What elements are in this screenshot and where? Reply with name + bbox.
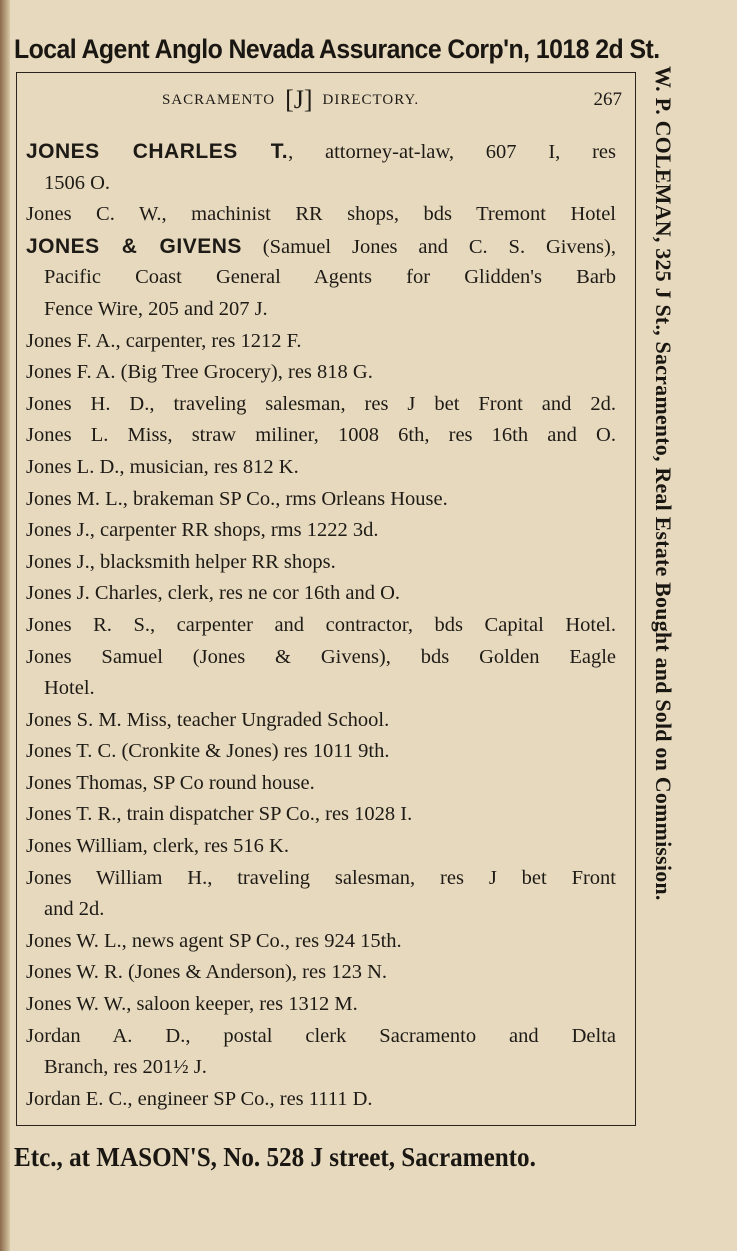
entry-line: and 2d. bbox=[44, 898, 105, 921]
entry-line: Jones M. L., brakeman SP Co., rms Orleans House. bbox=[26, 487, 448, 510]
bottom-advertisement: Etc., at MASON'S, No. 528 J street, Sacramento. bbox=[14, 1142, 536, 1172]
entry-line: Jones W. L., news agent SP Co., res 924 15th. bbox=[26, 929, 402, 952]
entry-line: Jordan E. C., engineer SP Co., res 1111 D. bbox=[26, 1087, 373, 1110]
side-advertisement: W. P. COLEMAN, 325 J St., Sacramento, Real Estate Bought and Sold on Commission. bbox=[651, 66, 676, 901]
directory-entries bbox=[26, 136, 626, 1115]
top-advertisement: Local Agent Anglo Nevada Assurance Corp'n, 1018 2d St. bbox=[14, 34, 660, 64]
header-label: DIRECTORY. bbox=[322, 91, 420, 108]
header-city: SACRAMENTO bbox=[162, 91, 276, 108]
entry-line bbox=[26, 231, 616, 263]
entry-line: Jones Samuel (Jones & Givens), bds Golden Eagle bbox=[26, 645, 616, 668]
entry-line bbox=[26, 136, 616, 168]
entry-line: Jones William H., traveling salesman, res J bet Front bbox=[26, 866, 616, 889]
entry-line: 1506 O. bbox=[44, 171, 111, 194]
entry-line: Jones William, clerk, res 516 K. bbox=[26, 835, 289, 858]
page-header bbox=[162, 86, 622, 114]
entry-line: Jones S. M. Miss, teacher Ungraded School. bbox=[26, 708, 390, 731]
entry-line: Jones R. S., carpenter and contractor, bds Capital Hotel. bbox=[26, 613, 616, 636]
entry-line: Jones J., blacksmith helper RR shops. bbox=[26, 550, 336, 573]
header-letter: [J] bbox=[285, 85, 313, 114]
entry-line: Pacific Coast General Agents for Glidden's Barb bbox=[44, 266, 616, 289]
entry-line: Jones J., carpenter RR shops, rms 1222 3d. bbox=[26, 519, 379, 542]
entry-line: Jones L. Miss, straw miliner, 1008 6th, res 16th and O. bbox=[26, 424, 616, 447]
entry-line: Jones H. D., traveling salesman, res J bet Front and 2d. bbox=[26, 392, 616, 415]
entry-line: Jones L. D., musician, res 812 K. bbox=[26, 455, 299, 478]
entry-line: Jordan A. D., postal clerk Sacramento and Delta bbox=[26, 1024, 616, 1047]
entry-line: Branch, res 201½ J. bbox=[44, 1056, 207, 1079]
entry-line: Jones T. R., train dispatcher SP Co., res 1028 I. bbox=[26, 803, 413, 826]
entry-name: JONES CHARLES T. bbox=[26, 140, 289, 163]
page-number: 267 bbox=[593, 89, 622, 110]
entry-line: Jones J. Charles, clerk, res ne cor 16th and O. bbox=[26, 582, 401, 605]
entry-line: Jones F. A. (Big Tree Grocery), res 818 G. bbox=[26, 361, 373, 384]
entry-line: Jones Thomas, SP Co round house. bbox=[26, 771, 315, 794]
entry-line: Jones W. W., saloon keeper, res 1312 M. bbox=[26, 993, 358, 1016]
entry-line: Jones W. R. (Jones & Anderson), res 123 N. bbox=[26, 961, 388, 984]
entry-line: Jones C. W., machinist RR shops, bds Tremont Hotel bbox=[26, 203, 616, 226]
entry-text: , attorney-at-law, 607 I, res bbox=[288, 141, 616, 163]
entry-line: Hotel. bbox=[44, 677, 95, 700]
entry-line: Jones F. A., carpenter, res 1212 F. bbox=[26, 329, 302, 352]
page-edge bbox=[0, 0, 10, 1251]
entry-line: Fence Wire, 205 and 207 J. bbox=[44, 297, 268, 320]
entry-text: (Samuel Jones and C. S. Givens), bbox=[241, 235, 616, 258]
entry-name: JONES & GIVENS bbox=[26, 234, 242, 258]
entry-line: Jones T. C. (Cronkite & Jones) res 1011 9th. bbox=[26, 740, 390, 763]
